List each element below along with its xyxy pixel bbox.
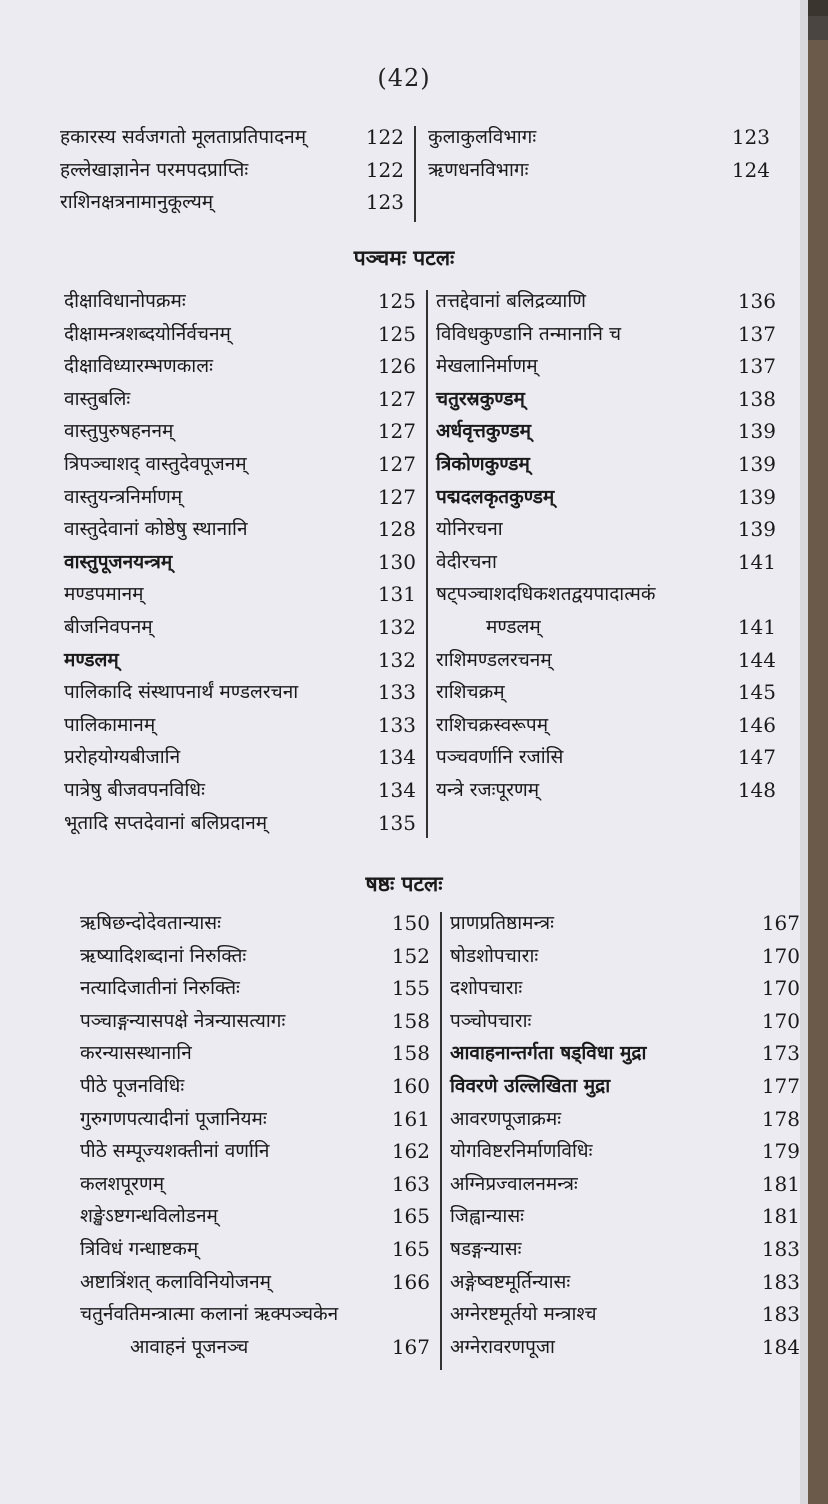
- toc-entry: [80, 1071, 430, 1104]
- page-number: (42): [377, 64, 431, 92]
- entry-title: पञ्चाङ्गन्यासपक्षे नेत्रन्यासत्यागः: [80, 1009, 286, 1032]
- toc-entry: [450, 1332, 800, 1365]
- entry-page-number: 166: [391, 1269, 430, 1294]
- toc-entry: [450, 1299, 800, 1332]
- toc-entry: [64, 449, 416, 482]
- toc-entry: [450, 1234, 800, 1267]
- entry-title: वास्तुयन्त्रनिर्माणम्: [64, 485, 183, 508]
- entry-page-number: 167: [391, 1334, 430, 1359]
- entry-title: ऋषिछन्दोदेवतान्यासः: [80, 912, 221, 934]
- toc-entry: [64, 547, 416, 580]
- entry-title: बीजनिवपनम्: [64, 615, 153, 638]
- toc-entry: [436, 514, 776, 547]
- entry-page-number: 139: [737, 419, 776, 444]
- toc-entry: [80, 1038, 430, 1071]
- entry-page-number: 125: [377, 289, 416, 313]
- entry-title: दीक्षामन्त्रशब्दयोर्निर्वचनम्: [64, 322, 231, 345]
- entry-title: चतुर्नवतिमन्त्रात्मा कलानां ऋक्पञ्चकेन: [80, 1303, 339, 1326]
- entry-page-number: 184: [761, 1334, 800, 1359]
- toc-entry: [436, 286, 776, 319]
- entry-title: अष्टात्रिंशत् कलाविनियोजनम्: [80, 1270, 272, 1293]
- entry-page-number: 170: [761, 1008, 800, 1033]
- toc-entry: [428, 122, 770, 155]
- entry-title: वास्तुपुरुषहननम्: [64, 420, 174, 443]
- entry-page-number: 123: [365, 190, 404, 215]
- entry-page-number: 131: [377, 582, 416, 607]
- toc-entry: [450, 1104, 800, 1137]
- entry-page-number: 147: [737, 745, 776, 770]
- entry-page-number: 134: [377, 745, 416, 770]
- entry-title: वास्तुदेवानां कोष्ठेषु स्थानानि: [64, 518, 248, 541]
- entry-page-number: 165: [391, 1204, 430, 1229]
- entry-page-number: 158: [391, 1008, 430, 1033]
- toc-entry: [64, 710, 416, 743]
- entry-page-number: 133: [377, 680, 416, 705]
- entry-title: त्रिविधं गन्धाष्टकम्: [80, 1237, 199, 1260]
- toc-entry: [436, 351, 776, 384]
- entry-title: पीठे पूजनविधिः: [80, 1074, 185, 1097]
- toc-entry: [64, 808, 416, 841]
- toc-entry: [450, 1136, 800, 1169]
- entry-page-number: 170: [761, 976, 800, 1001]
- entry-page-number: 178: [761, 1106, 800, 1131]
- entry-title: नत्यादिजातीनां निरुक्तिः: [80, 977, 240, 1000]
- entry-title: दशोपचाराः: [450, 977, 523, 1000]
- entry-page-number: 161: [391, 1106, 430, 1131]
- entry-title: ऋणधनविभागः: [428, 158, 529, 181]
- toc-entry: [436, 319, 776, 352]
- entry-page-number: 134: [377, 777, 416, 802]
- entry-page-number: 179: [761, 1139, 800, 1164]
- toc-entry: [60, 122, 404, 155]
- toc-entry: [450, 1006, 800, 1039]
- toc-entry: [80, 1169, 430, 1202]
- toc-entry: [450, 908, 800, 941]
- entry-title: त्रिपञ्चाशद् वास्तुदेवपूजनम्: [64, 452, 247, 475]
- toc-entry: [60, 155, 404, 188]
- entry-page-number: 167: [761, 911, 800, 935]
- toc-entry: [80, 908, 430, 941]
- entry-title: राशिनक्षत्रनामानुकूल्यम्: [60, 191, 214, 214]
- book-edge: [808, 40, 828, 1504]
- toc-entry: [436, 645, 776, 678]
- entry-page-number: 122: [365, 125, 404, 149]
- toc-entry: [80, 1006, 430, 1039]
- left-column: [64, 286, 416, 840]
- entry-page-number: 162: [391, 1139, 430, 1164]
- entry-title: योनिरचना: [436, 518, 503, 541]
- entry-title: प्ररोहयोग्यबीजानि: [64, 746, 181, 769]
- entry-page-number: 152: [391, 943, 430, 968]
- entry-title: तत्तद्देवानां बलिद्रव्याणि: [436, 290, 586, 312]
- entry-page-number: 183: [761, 1236, 800, 1261]
- toc-entry: [450, 1201, 800, 1234]
- entry-page-number: 183: [761, 1302, 800, 1327]
- entry-title: विवरणे उल्लिखिता मुद्रा: [450, 1074, 611, 1097]
- entry-page-number: 137: [737, 321, 776, 346]
- toc-entry: [450, 1038, 800, 1071]
- entry-title: त्रिकोणकुण्डम्: [436, 452, 530, 475]
- entry-title: मण्डलम्: [486, 615, 541, 638]
- toc-entry: [436, 612, 776, 645]
- entry-page-number: 135: [377, 810, 416, 835]
- toc-entry: [450, 1169, 800, 1202]
- entry-title: मण्डपमानम्: [64, 583, 144, 606]
- entry-title: वेदीरचना: [436, 550, 497, 573]
- entry-page-number: 181: [761, 1171, 800, 1196]
- toc-entry: [428, 155, 770, 188]
- toc-entry: [80, 1136, 430, 1169]
- entry-title: ऋष्यादिशब्दानां निरुक्तिः: [80, 944, 247, 967]
- entry-page-number: 150: [391, 911, 430, 935]
- left-column: [60, 122, 404, 220]
- entry-page-number: 139: [737, 517, 776, 542]
- entry-page-number: 124: [731, 157, 770, 182]
- entry-page-number: 148: [737, 777, 776, 802]
- toc-entry: [436, 775, 776, 808]
- right-column: [436, 286, 776, 808]
- entry-title: मेखलानिर्माणम्: [436, 355, 538, 378]
- toc-entry: [80, 941, 430, 974]
- entry-title: दीक्षाविधानोपक्रमः: [64, 290, 186, 312]
- entry-page-number: 130: [377, 549, 416, 574]
- entry-page-number: 137: [737, 354, 776, 379]
- entry-page-number: 146: [737, 712, 776, 737]
- toc-entry: [436, 416, 776, 449]
- entry-title: प्राणप्रतिष्ठामन्त्रः: [450, 912, 555, 934]
- toc-entry: [450, 1267, 800, 1300]
- toc-entry: [450, 973, 800, 1006]
- toc-entry: [436, 547, 776, 580]
- entry-title: पञ्चवर्णानि रजांसि: [436, 746, 564, 769]
- entry-page-number: 133: [377, 712, 416, 737]
- toc-entry: [64, 384, 416, 417]
- column-divider: [440, 912, 442, 1370]
- toc-entry: [64, 319, 416, 352]
- entry-title: विविधकुण्डानि तन्मानानि च: [436, 322, 622, 345]
- entry-title: अग्नेरष्टमूर्तयो मन्त्राश्च: [450, 1303, 597, 1326]
- entry-page-number: 139: [737, 451, 776, 476]
- entry-page-number: 126: [377, 354, 416, 379]
- entry-title: अग्नेरावरणपूजा: [450, 1335, 555, 1358]
- right-column: [428, 122, 770, 187]
- entry-title: पालिकादि संस्थापनार्थं मण्डलरचना: [64, 681, 299, 704]
- toc-entry: [436, 384, 776, 417]
- toc-entry: [80, 1104, 430, 1137]
- toc-entry: [64, 612, 416, 645]
- entry-page-number: 132: [377, 614, 416, 639]
- entry-title: आवरणपूजाक्रमः: [450, 1107, 562, 1130]
- toc-entry: [64, 514, 416, 547]
- section5-heading: पञ्चमः पटलः: [353, 245, 455, 270]
- entry-title: जिह्वान्यासः: [450, 1205, 525, 1228]
- entry-title: अङ्गेष्वष्टमूर्तिन्यासः: [450, 1270, 571, 1293]
- entry-title: राशिचक्रस्वरूपम्: [436, 713, 549, 736]
- entry-title: आवाहनं पूजनञ्च: [130, 1335, 249, 1358]
- entry-title: वास्तुपूजनयन्त्रम्: [64, 550, 173, 573]
- entry-title: चतुरस्रकुण्डम्: [436, 387, 525, 410]
- entry-page-number: 127: [377, 386, 416, 411]
- entry-page-number: 160: [391, 1073, 430, 1098]
- entry-title: पद्मदलकृतकुण्डम्: [436, 485, 555, 508]
- toc-entry: [64, 416, 416, 449]
- entry-title: षडङ्गन्यासः: [450, 1237, 522, 1260]
- left-column: [80, 908, 430, 1364]
- toc-entry: [64, 742, 416, 775]
- toc-entry: [64, 677, 416, 710]
- toc-entry: [436, 449, 776, 482]
- entry-title: कलशपूरणम्: [80, 1172, 165, 1195]
- entry-page-number: 125: [377, 321, 416, 346]
- entry-title: पञ्चोपचाराः: [450, 1009, 532, 1032]
- entry-page-number: 127: [377, 419, 416, 444]
- entry-title: आवाहनान्तर्गता षड्विधा मुद्रा: [450, 1042, 647, 1065]
- toc-entry: [436, 579, 776, 612]
- entry-page-number: 163: [391, 1171, 430, 1196]
- toc-entry: [80, 1234, 430, 1267]
- toc-entry: [64, 286, 416, 319]
- entry-title: गुरुगणपत्यादीनां पूजानियमः: [80, 1107, 267, 1130]
- entry-title: शङ्खेऽष्टगन्धविलोडनम्: [80, 1205, 218, 1228]
- entry-page-number: 123: [731, 125, 770, 149]
- toc-entry: [80, 1299, 430, 1332]
- entry-title: पीठे सम्पूज्यशक्तीनां वर्णानि: [80, 1140, 270, 1163]
- entry-title: दीक्षाविध्यारम्भणकालः: [64, 355, 213, 378]
- entry-page-number: 141: [737, 549, 776, 574]
- entry-title: योगविष्टरनिर्माणविधिः: [450, 1140, 593, 1163]
- entry-page-number: 177: [761, 1073, 800, 1098]
- entry-page-number: 139: [737, 484, 776, 509]
- column-divider: [426, 290, 428, 838]
- toc-entry: [436, 710, 776, 743]
- entry-page-number: 127: [377, 451, 416, 476]
- entry-page-number: 127: [377, 484, 416, 509]
- entry-title: हकारस्य सर्वजगतो मूलताप्रतिपादनम्: [60, 126, 307, 148]
- toc-entry: [64, 645, 416, 678]
- entry-page-number: 173: [761, 1041, 800, 1066]
- entry-title: हल्लेखाज्ञानेन परमपदप्राप्तिः: [60, 158, 249, 181]
- toc-entry: [60, 187, 404, 220]
- entry-page-number: 183: [761, 1269, 800, 1294]
- toc-entry: [64, 775, 416, 808]
- toc-entry: [450, 941, 800, 974]
- entry-page-number: 165: [391, 1236, 430, 1261]
- entry-title: पालिकामानम्: [64, 713, 156, 736]
- entry-page-number: 181: [761, 1204, 800, 1229]
- toc-entry: [80, 973, 430, 1006]
- toc-entry: [436, 482, 776, 515]
- toc-entry: [64, 579, 416, 612]
- toc-entry: [64, 351, 416, 384]
- entry-title: कुलाकुलविभागः: [428, 126, 537, 148]
- column-divider: [414, 126, 416, 222]
- entry-title: राशिचक्रम्: [436, 681, 505, 704]
- entry-title: पात्रेषु बीजवपनविधिः: [64, 778, 205, 801]
- entry-title: करन्यासस्थानानि: [80, 1042, 192, 1065]
- entry-page-number: 132: [377, 647, 416, 672]
- entry-title: भूतादि सप्तदेवानां बलिप्रदानम्: [64, 811, 268, 834]
- entry-title: षोडशोपचाराः: [450, 944, 539, 967]
- toc-entry: [436, 677, 776, 710]
- toc-entry: [80, 1267, 430, 1300]
- entry-page-number: 136: [737, 289, 776, 313]
- entry-page-number: 141: [737, 614, 776, 639]
- toc-entry: [450, 1071, 800, 1104]
- entry-page-number: 122: [365, 157, 404, 182]
- entry-title: अर्धवृत्तकुण्डम्: [436, 420, 532, 443]
- entry-page-number: 158: [391, 1041, 430, 1066]
- toc-entry: [436, 742, 776, 775]
- section6-heading: षष्ठः पटलः: [365, 871, 443, 896]
- toc-entry: [64, 482, 416, 515]
- entry-page-number: 138: [737, 386, 776, 411]
- entry-title: मण्डलम्: [64, 648, 119, 671]
- entry-page-number: 128: [377, 517, 416, 542]
- toc-entry: [80, 1332, 430, 1365]
- right-column: [450, 908, 800, 1364]
- toc-entry: [80, 1201, 430, 1234]
- entry-title: वास्तुबलिः: [64, 387, 131, 410]
- entry-page-number: 144: [737, 647, 776, 672]
- entry-page-number: 145: [737, 680, 776, 705]
- entry-page-number: 155: [391, 976, 430, 1001]
- entry-title: यन्त्रे रजःपूरणम्: [436, 778, 540, 801]
- entry-page-number: 170: [761, 943, 800, 968]
- entry-title: अग्निप्रज्वालनमन्त्रः: [450, 1172, 578, 1195]
- entry-title: राशिमण्डलरचनम्: [436, 648, 552, 671]
- entry-title: षट्पञ्चाशदधिकशतद्वयपादात्मकं: [436, 583, 656, 606]
